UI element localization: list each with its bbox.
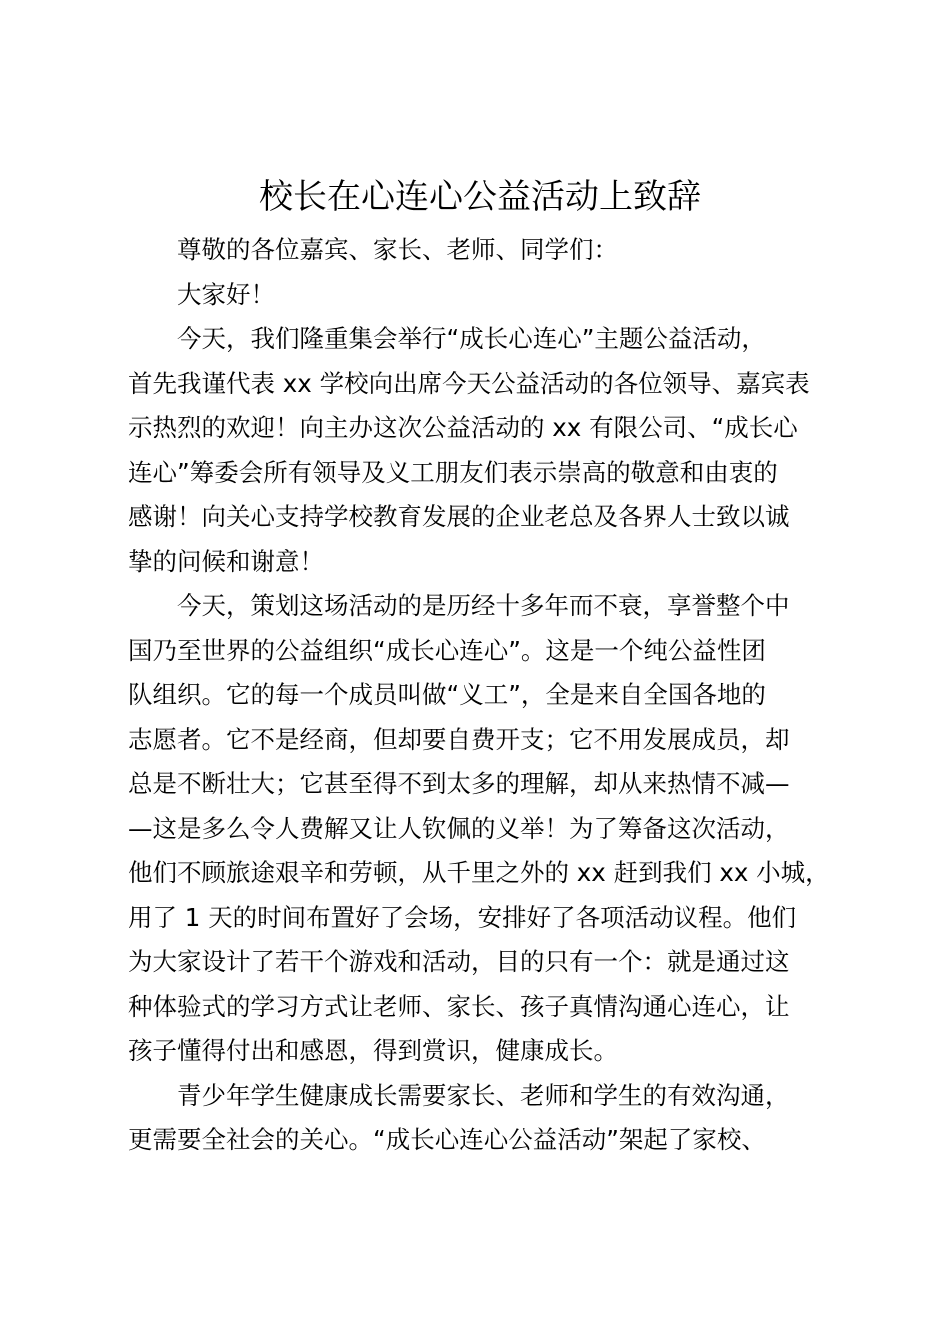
text-line: 尊敬的各位嘉宾、家长、老师、同学们： — [177, 235, 618, 264]
text-line: 首先我谨代表 xx 学校向出席今天公益活动的各位领导、嘉宾表 — [128, 368, 810, 398]
body-paragraph-communication — [128, 1074, 832, 1163]
text-line: 示热烈的欢迎！向主办这次公益活动的 xx 有限公司、“成长心 — [128, 413, 798, 442]
text-line: 挚的问候和谢意！ — [128, 546, 324, 576]
text-line: 他们不顾旅途艰辛和劳顿，从千里之外的 xx 赶到我们 xx 小城， — [128, 858, 830, 887]
document-page — [128, 168, 832, 1163]
text-line: 连心”筹委会所有领导及义工朋友们表示崇高的敬意和由衷的 — [128, 457, 778, 487]
text-line: 为大家设计了若干个游戏和活动，目的只有一个：就是通过这 — [128, 947, 790, 976]
text-line: —这是多么令人费解又让人钦佩的义举！为了筹备这次活动， — [128, 813, 790, 843]
greeting-paragraph — [128, 273, 832, 318]
body-paragraph-organization — [128, 584, 832, 1074]
text-line: 总是不断壮大；它甚至得不到太多的理解，却从来热情不减— — [128, 769, 790, 798]
text-line: 种体验式的学习方式让老师、家长、孩子真情沟通心连心，让 — [128, 991, 790, 1021]
text-line: 大家好！ — [177, 279, 275, 309]
body-paragraph-welcome — [128, 317, 832, 584]
text-line: 感谢！向关心支持学校教育发展的企业老总及各界人士致以诚 — [128, 502, 790, 531]
text-line: 孩子懂得付出和感恩，得到赏识，健康成长。 — [128, 1036, 618, 1065]
text-line: 志愿者。它不是经商，但却要自费开支；它不用发展成员，却 — [128, 724, 790, 754]
text-line: 用了 1 天的时间布置好了会场，安排好了各项活动议程。他们 — [128, 902, 797, 932]
document-title: 校长在心连心公益活动上致辞 — [259, 177, 701, 217]
text-line: 更需要全社会的关心。“成长心连心公益活动”架起了家校、 — [128, 1125, 766, 1154]
text-line: 青少年学生健康成长需要家长、老师和学生的有效沟通， — [177, 1080, 790, 1110]
text-line: 今天，我们隆重集会举行“成长心连心”主题公益活动， — [177, 324, 766, 353]
text-line: 国乃至世界的公益组织“成长心连心”。这是一个纯公益性团 — [128, 635, 766, 665]
text-line: 队组织。它的每一个成员叫做“义工”，全是来自全国各地的 — [128, 680, 766, 709]
salutation-paragraph — [128, 228, 832, 273]
text-line: 今天，策划这场活动的是历经十多年而不衰，享誉整个中 — [177, 591, 790, 620]
